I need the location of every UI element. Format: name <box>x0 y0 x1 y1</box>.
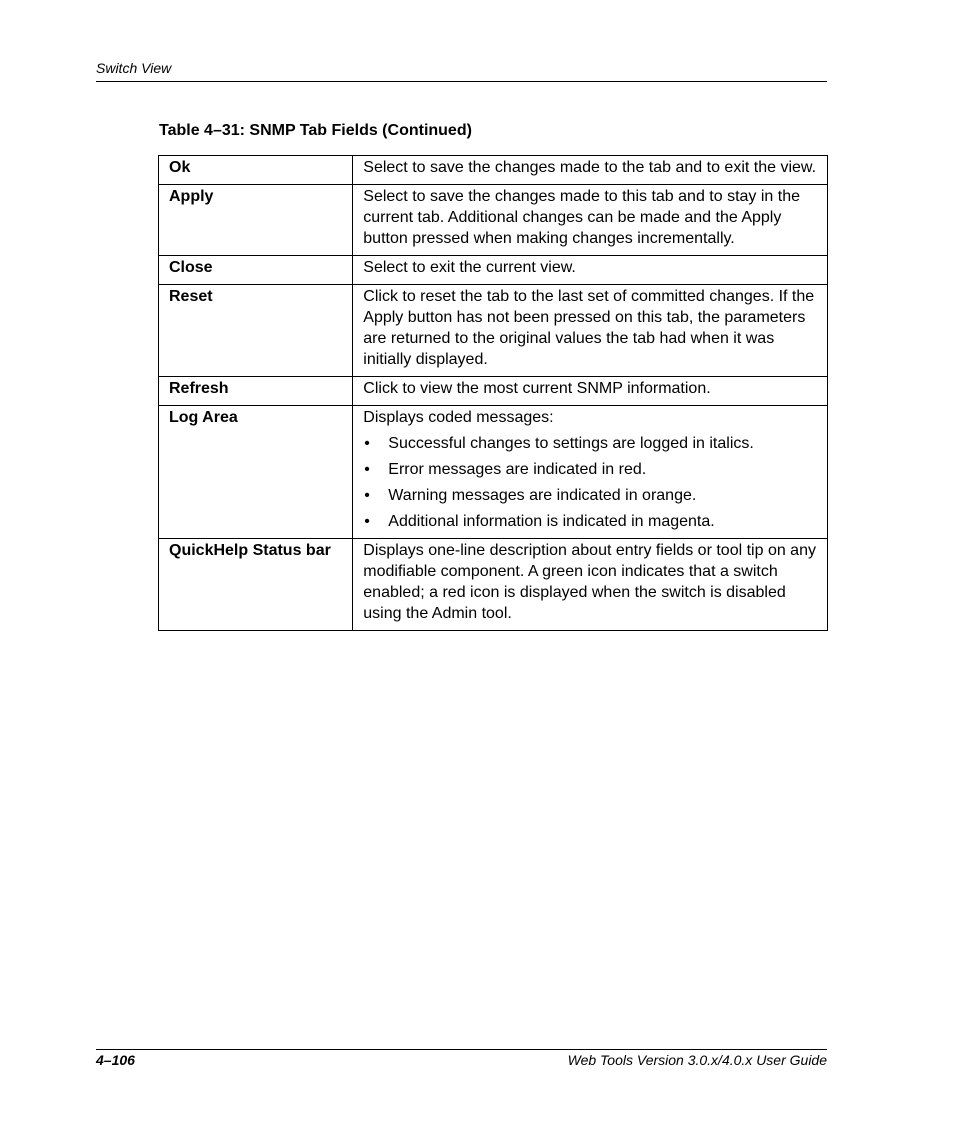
running-header: Switch View <box>96 60 172 76</box>
field-description-cell <box>353 406 828 539</box>
table-caption: Table 4–31: SNMP Tab Fields (Continued) <box>159 122 472 139</box>
bullet-icon: • <box>364 435 370 452</box>
table-row <box>159 406 828 539</box>
field-name: Close <box>159 256 353 285</box>
snmp-tab-fields-table <box>158 155 828 631</box>
field-name: Reset <box>159 285 353 377</box>
field-description: Click to reset the tab to the last set of committed changes. If the Apply button has not been pressed on this tab, the parameters are returned to the original values the tab had when it was initially displayed. <box>353 285 828 377</box>
header-divider <box>96 81 827 82</box>
table-row <box>159 256 828 285</box>
list-item <box>363 459 817 480</box>
table-row <box>159 539 828 631</box>
list-item-text: Additional information is indicated in magenta. <box>388 513 715 530</box>
table-row <box>159 185 828 256</box>
field-description: Displays one-line description about entry fields or tool tip on any modifiable component. A green icon indicates that a switch enabled; a red icon is displayed when the switch is disabled using the Admin tool. <box>353 539 828 631</box>
list-item <box>363 511 817 532</box>
field-name: Ok <box>159 156 353 185</box>
bullet-icon: • <box>364 461 370 478</box>
field-description: Displays coded messages: <box>363 409 554 426</box>
field-description: Select to save the changes made to the tab and to exit the view. <box>353 156 828 185</box>
guide-title: Web Tools Version 3.0.x/4.0.x User Guide <box>567 1052 827 1068</box>
list-item-text: Error messages are indicated in red. <box>388 461 647 478</box>
list-item-text: Successful changes to settings are logged in italics. <box>388 435 754 452</box>
field-description: Select to exit the current view. <box>353 256 828 285</box>
bullet-list <box>363 433 817 532</box>
table-row <box>159 285 828 377</box>
page-number: 4–106 <box>96 1052 135 1068</box>
field-name: QuickHelp Status bar <box>159 539 353 631</box>
bullet-icon: • <box>364 487 370 504</box>
list-item <box>363 485 817 506</box>
field-name: Log Area <box>159 406 353 539</box>
field-description: Select to save the changes made to this tab and to stay in the current tab. Additional changes can be made and the Apply button pressed when making changes incrementally. <box>353 185 828 256</box>
list-item-text: Warning messages are indicated in orange. <box>388 487 697 504</box>
table-row <box>159 156 828 185</box>
bullet-icon: • <box>364 513 370 530</box>
footer-divider <box>96 1049 827 1050</box>
field-name: Apply <box>159 185 353 256</box>
field-name: Refresh <box>159 377 353 406</box>
field-description: Click to view the most current SNMP information. <box>353 377 828 406</box>
list-item <box>363 433 817 454</box>
table-row <box>159 377 828 406</box>
